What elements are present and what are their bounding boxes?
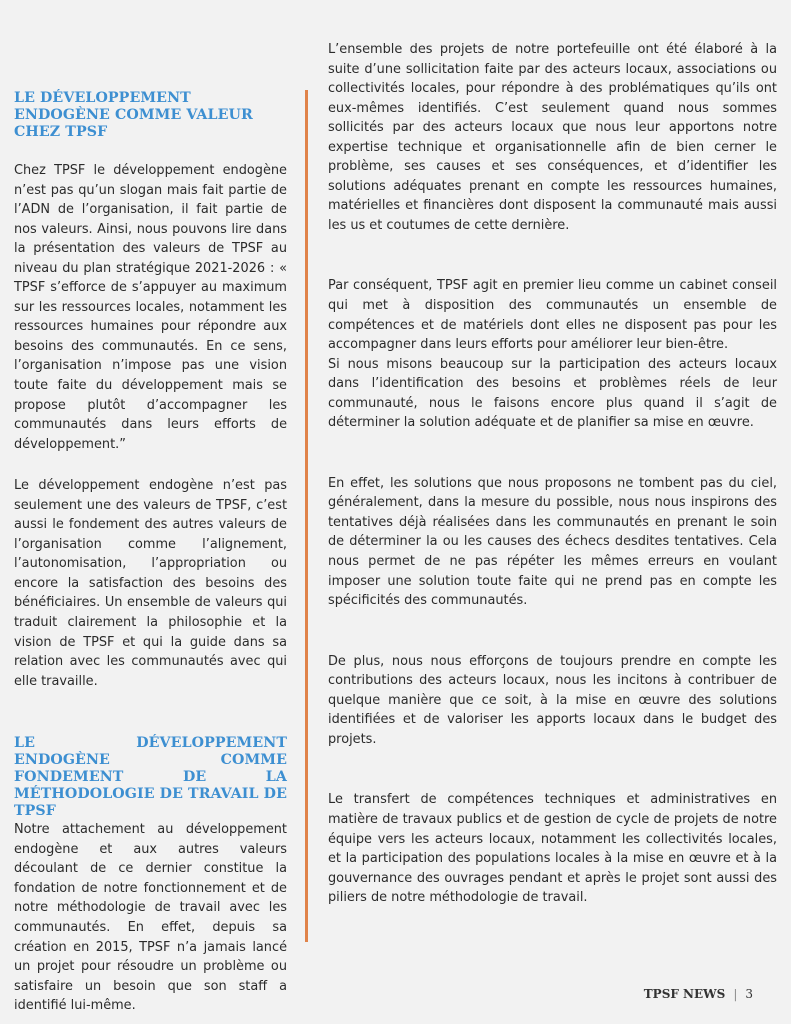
vertical-divider	[305, 90, 308, 942]
paragraph-solutions: En effet, les solutions que nous proposons ne tombent pas du ciel, généralement, dans la mesure du possible, nous nous inspirons des tentatives déjà réalisées dans les communautés en prenant le soin de déterminer la ou les causes des échecs desdites tentatives. Cela nous permet de ne pas répéter les mêmes erreurs en voulant imposer une solution toute faite qui ne prend pas en compte les spécificités des communautés.	[328, 475, 777, 609]
paragraph-methodology-intro: Notre attachement au développement endogène et aux autres valeurs découlant de ce dernier constitue la fondation de notre fonctionnement et de notre méthodologie de travail avec les communautés. En effet, depuis sa création en 2015, TPSF n’a jamais lancé un projet pour résoudre un problème ou satisfaire un besoin que son staff a identifié lui-même.	[14, 822, 287, 1014]
paragraph-values-intro: Chez TPSF le développement endogène n’est pas qu’un slogan mais fait partie de l’ADN de l’organisation, il fait partie de nos valeurs. Ainsi, nous pouvons lire dans la présentation des valeurs de TPSF au niveau du plan stratégique 2021-2026 : « TPSF s’efforce de s’appuyer au maximum sur les ressources locales, notamment les ressources humaines pour répondre aux besoins des communautés. En ce sens, l’organisation n’impose pas une vision toute faite du développement mais se propose plutôt d’accompagner les communautés dans leurs efforts de développement.”	[14, 163, 287, 452]
footer-brand: TPSF NEWS	[643, 987, 726, 1001]
paragraph-portfolio: L’ensemble des projets de notre portefeuille ont été élaboré à la suite d’une sollicitation faite par des acteurs locaux, associations ou collectivités locales, pour répondre à des problématiques qu’ils ont eux-mêmes identifiés. C’est seulement quand nous sommes sollicités par des acteurs locaux que nous leur apportons notre expertise technique et organisationnelle afin de bien cerner le problème, ses causes et ses conséquences, et d’identifier les solutions adéquates prenant en compte les ressources humaines, matérielles et financières dont disposent la communauté mais aussi les us et coutumes de cette dernière.	[328, 42, 777, 233]
paragraph-participation: Si nous misons beaucoup sur la participation des acteurs locaux dans l’identification des besoins et problèmes réels de leur communauté, nous le faisons encore plus quand il s’agit de déterminer la solution adéquate et de planifier sa mise en œuvre.	[328, 356, 777, 431]
left-column	[14, 90, 287, 1016]
section-heading-values: LE DÉVELOPPEMENT ENDOGÈNE COMME VALEUR CHEZ TPSF	[14, 90, 253, 140]
paragraph-consulting: Par conséquent, TPSF agit en premier lieu comme un cabinet conseil qui met à disposition des communautés un ensemble de compétences et de matériels dont elles ne disposent pas pour les accompagner dans leurs efforts pour améliorer leur bien-être.	[328, 278, 777, 353]
section-heading-methodology: LE DÉVELOPPEMENT ENDOGÈNE COMME FONDEMENT DE LA MÉTHODOLOGIE DE TRAVAIL DE TPSF	[14, 735, 287, 820]
right-column	[328, 40, 777, 908]
paragraph-contributions: De plus, nous nous efforçons de toujours prendre en compte les contributions des acteurs locaux, nous les incitons à contribuer de quelque manière que ce soit, à la mise en œuvre des solutions identifiées et de valoriser les apports locaux dans le budget des projets.	[328, 653, 777, 747]
footer-separator: |	[733, 987, 738, 1001]
page-number: 3	[745, 987, 753, 1001]
paragraph-transfer: Le transfert de compétences techniques et administratives en matière de travaux publics et de gestion de cycle de projets de notre équipe vers les acteurs locaux, notamment les collectivités locales, et la participation des populations locales à la mise en œuvre et à la gouvernance des ouvrages pendant et après le projet sont aussi des piliers de notre méthodologie de travail.	[328, 792, 777, 906]
paragraph-values-foundation: Le développement endogène n’est pas seulement une des valeurs de TPSF, c’est aussi le fondement des autres valeurs de l’organisation comme l’alignement, l’autonomisation, l’appropriation ou encore la satisfaction des besoins des bénéficiaires. Un ensemble de valeurs qui traduit clairement la philosophie et la vision de TPSF et qui la guide dans sa relation avec les communautés avec qui elle travaille.	[14, 478, 287, 689]
page-footer	[644, 987, 753, 1001]
